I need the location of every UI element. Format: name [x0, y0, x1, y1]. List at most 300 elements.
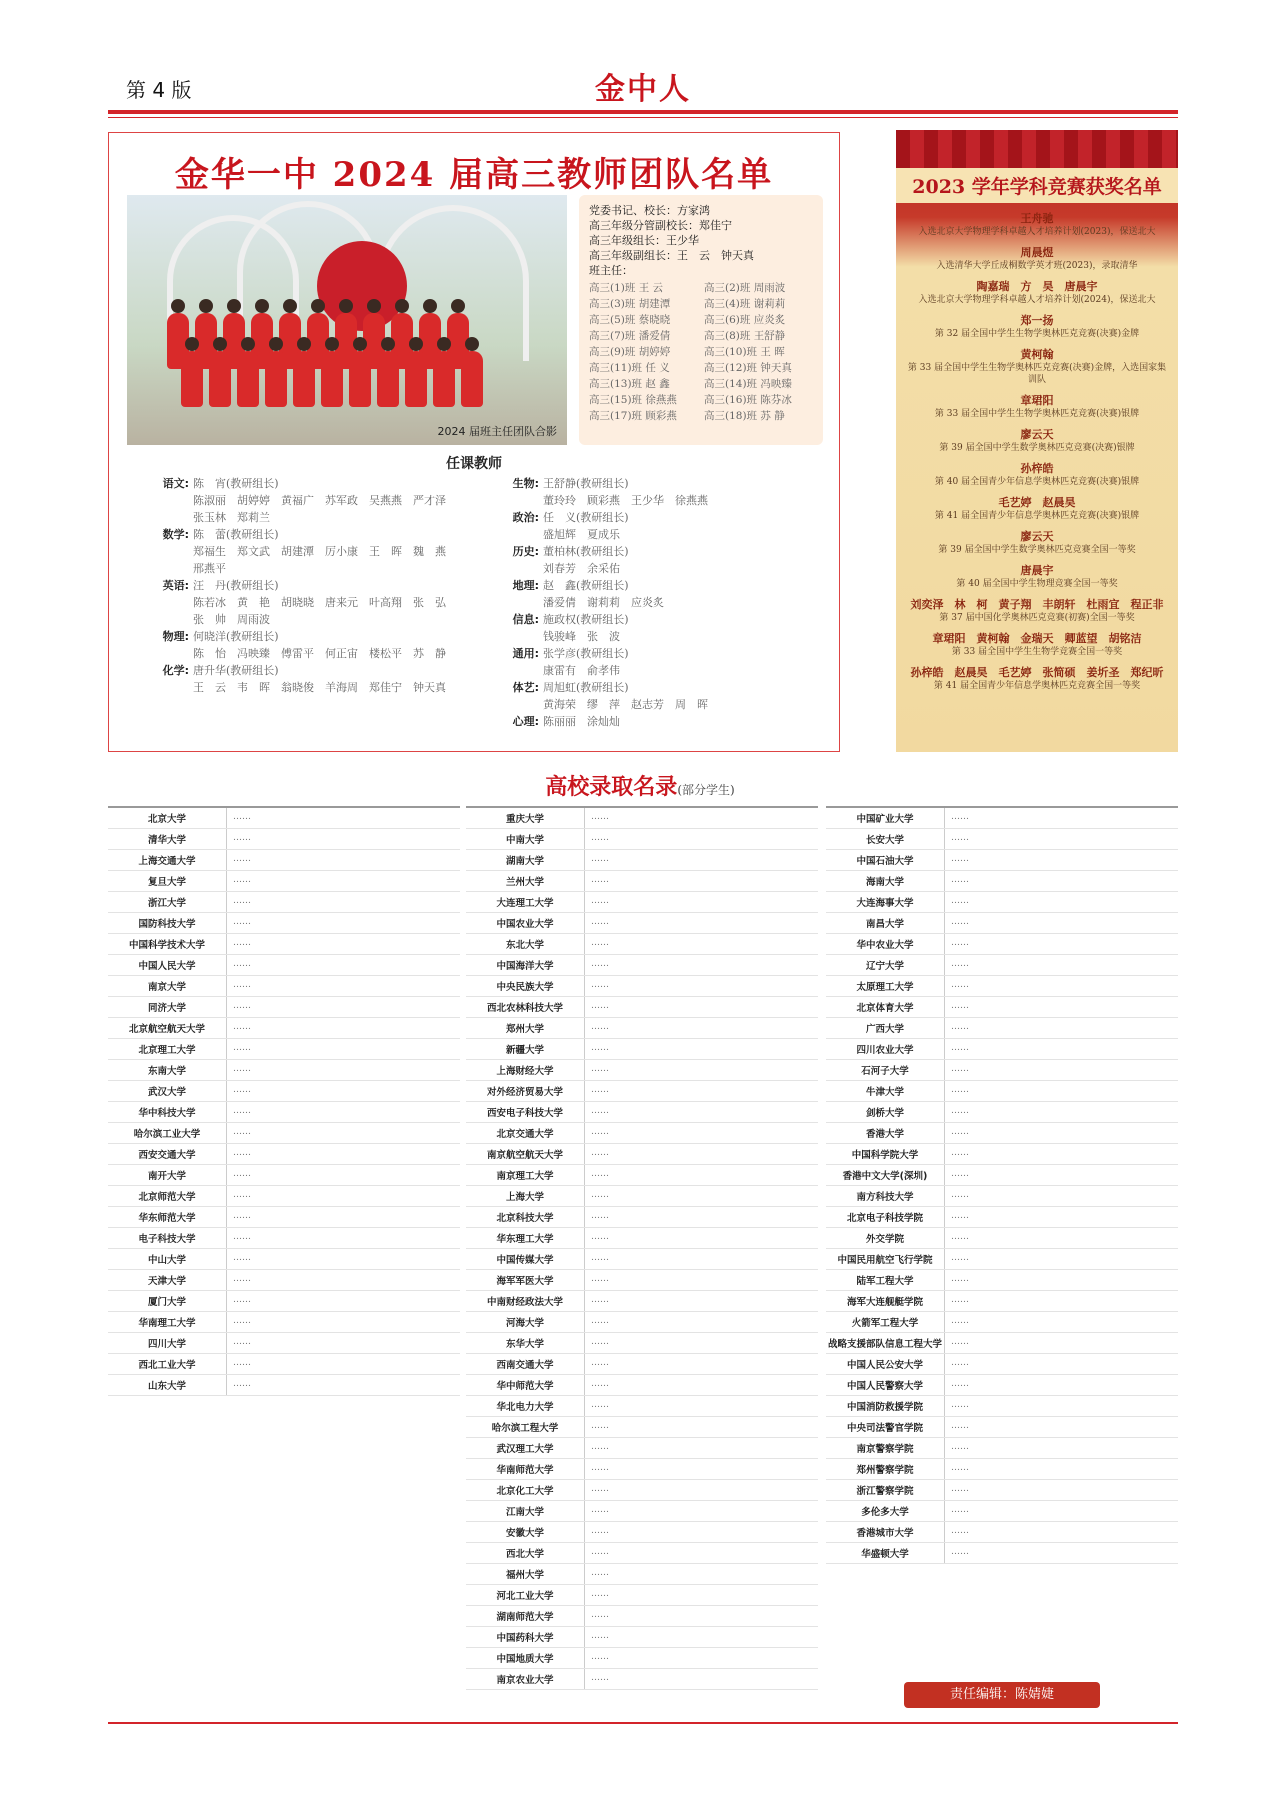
- admission-row: [826, 934, 1178, 955]
- university-name: 华南师范大学: [466, 1459, 585, 1479]
- student-names: ……: [591, 1442, 609, 1452]
- class-teacher: 高三(7)班 潘爱倩: [589, 330, 671, 342]
- university-name: 山东大学: [108, 1375, 227, 1395]
- admission-row: [826, 1102, 1178, 1123]
- award-winners: 唐晨宇: [1020, 564, 1054, 577]
- subject-label: 体艺:: [512, 681, 539, 694]
- university-name: 华中师范大学: [466, 1375, 585, 1395]
- admission-row: [466, 871, 818, 892]
- teacher-figure: [377, 351, 399, 407]
- award-winners: 周晨煜: [1020, 246, 1054, 259]
- class-teacher: 高三(10)班 王 晖: [704, 346, 785, 358]
- admission-row: [466, 1606, 818, 1627]
- award-winners: 王舟驰: [1020, 212, 1054, 225]
- subject-label: 生物:: [512, 477, 539, 490]
- student-names: ……: [591, 875, 609, 885]
- student-names: ……: [951, 1043, 969, 1053]
- course-teachers-heading: 任课教师: [446, 456, 502, 472]
- university-name: 中国海洋大学: [466, 955, 585, 975]
- admission-row: [826, 1501, 1178, 1522]
- award-entry: [904, 244, 1170, 272]
- admission-row: [108, 1165, 460, 1186]
- subject-teachers: [189, 577, 446, 628]
- admission-row: [826, 1060, 1178, 1081]
- student-names: ……: [951, 1022, 969, 1032]
- student-names: ……: [951, 812, 969, 822]
- admission-row: [108, 976, 460, 997]
- student-names: ……: [233, 1379, 251, 1389]
- university-name: 河海大学: [466, 1312, 585, 1332]
- award-description: 第 41 届全国青少年信息学奥林匹克竞赛全国一等奖: [933, 681, 1141, 691]
- admission-row: [108, 850, 460, 871]
- university-name: 东南大学: [108, 1060, 227, 1080]
- student-names: ……: [591, 1421, 609, 1431]
- admission-row: [826, 1291, 1178, 1312]
- university-name: 西北农林科技大学: [466, 997, 585, 1017]
- student-names: ……: [233, 959, 251, 969]
- admission-row: [826, 1165, 1178, 1186]
- university-name: 中国科学院大学: [826, 1144, 945, 1164]
- student-names: ……: [591, 1232, 609, 1242]
- admission-row: [466, 997, 818, 1018]
- class-teacher: 高三(14)班 冯映臻: [704, 378, 792, 390]
- student-names: ……: [951, 854, 969, 864]
- university-name: 中国石油大学: [826, 850, 945, 870]
- subject-row: [149, 662, 529, 696]
- student-names: ……: [951, 1064, 969, 1074]
- admission-row: [826, 1396, 1178, 1417]
- student-names: ……: [233, 854, 251, 864]
- university-name: 武汉理工大学: [466, 1438, 585, 1458]
- university-name: 中国人民警察大学: [826, 1375, 945, 1395]
- university-name: 华东理工大学: [466, 1228, 585, 1248]
- teacher-figure: [181, 351, 203, 407]
- student-names: ……: [951, 1547, 969, 1557]
- subject-row: [499, 679, 829, 713]
- class-teacher: 高三(6)班 应炎炙: [704, 314, 786, 326]
- university-name: 长安大学: [826, 829, 945, 849]
- teacher-names-line: 邢燕平: [193, 562, 226, 575]
- admission-row: [466, 934, 818, 955]
- admission-row: [466, 1669, 818, 1690]
- university-name: 火箭军工程大学: [826, 1312, 945, 1332]
- award-winners: 孙梓皓: [1020, 462, 1054, 475]
- award-description: 入选清华大学丘成桐数学英才班(2023)，录取清华: [936, 261, 1138, 271]
- student-names: ……: [951, 1505, 969, 1515]
- admissions-title: [0, 770, 1280, 801]
- student-names: ……: [591, 938, 609, 948]
- admission-row: [826, 1354, 1178, 1375]
- awards-title: 2023 学年学科竞赛获奖名单: [896, 168, 1178, 203]
- teacher-figure: [265, 351, 287, 407]
- award-description: 第 33 届全国中学生生物学奥林匹克竞赛(决赛)银牌: [934, 409, 1140, 419]
- admission-row: [466, 1585, 818, 1606]
- student-names: ……: [951, 1379, 969, 1389]
- student-names: ……: [591, 1169, 609, 1179]
- award-entry: [904, 278, 1170, 306]
- class-teacher: 高三(2)班 周雨波: [704, 282, 786, 294]
- subject-teachers: [539, 475, 708, 509]
- teacher-names-line: 刘春芳 余采佑: [543, 562, 620, 575]
- university-name: 南京大学: [108, 976, 227, 996]
- class-teacher: 高三(8)班 王舒静: [704, 330, 786, 342]
- admission-row: [466, 1060, 818, 1081]
- student-names: ……: [951, 1169, 969, 1179]
- admission-row: [466, 1501, 818, 1522]
- student-names: ……: [591, 1295, 609, 1305]
- class-teacher: 高三(16)班 陈芬冰: [704, 394, 792, 406]
- university-name: 安徽大学: [466, 1522, 585, 1542]
- university-name: 北京电子科技学院: [826, 1207, 945, 1227]
- student-names: ……: [951, 917, 969, 927]
- admission-row: [826, 1207, 1178, 1228]
- admission-row: [466, 1270, 818, 1291]
- admission-row: [466, 1459, 818, 1480]
- student-names: ……: [591, 1001, 609, 1011]
- masthead-logo: 金中人: [595, 72, 691, 107]
- teacher-names-line: 盛旭辉 夏成乐: [543, 528, 620, 541]
- admission-row: [826, 997, 1178, 1018]
- university-name: 河北工业大学: [466, 1585, 585, 1605]
- student-names: ……: [951, 1316, 969, 1326]
- student-names: ……: [591, 1610, 609, 1620]
- admissions-column: [466, 806, 818, 1708]
- responsible-editor: 责任编辑：陈婧婕: [904, 1682, 1100, 1708]
- award-winners: 陶嘉瑞 方 昊 唐晨宇: [976, 280, 1098, 293]
- award-entry: [904, 562, 1170, 590]
- university-name: 中国人民公安大学: [826, 1354, 945, 1374]
- student-names: ……: [233, 1253, 251, 1263]
- class-teacher: 高三(11)班 任 义: [589, 362, 670, 374]
- student-names: ……: [233, 812, 251, 822]
- admission-row: [826, 1375, 1178, 1396]
- student-names: ……: [233, 1043, 251, 1053]
- student-names: ……: [951, 1274, 969, 1284]
- admission-row: [466, 1396, 818, 1417]
- admission-row: [466, 1291, 818, 1312]
- university-name: 南昌大学: [826, 913, 945, 933]
- university-name: 华盛顿大学: [826, 1543, 945, 1563]
- admission-row: [466, 892, 818, 913]
- student-names: ……: [233, 1106, 251, 1116]
- student-names: ……: [591, 1253, 609, 1263]
- student-names: ……: [233, 875, 251, 885]
- competition-awards-panel: [896, 130, 1178, 752]
- admission-row: [466, 1648, 818, 1669]
- admission-row: [826, 850, 1178, 871]
- student-names: ……: [951, 1484, 969, 1494]
- admission-row: [108, 1228, 460, 1249]
- student-names: ……: [233, 1064, 251, 1074]
- leader-line: 党委书记、校长：方家鸿: [589, 204, 710, 217]
- admission-row: [466, 1438, 818, 1459]
- admission-row: [466, 1207, 818, 1228]
- student-names: ……: [591, 1190, 609, 1200]
- subject-row: [149, 628, 529, 662]
- admission-row: [826, 1333, 1178, 1354]
- header-rule-thin: [108, 117, 1178, 118]
- university-name: 上海财经大学: [466, 1060, 585, 1080]
- class-teacher: 高三(9)班 胡婷婷: [589, 346, 671, 358]
- subject-teachers: [189, 628, 446, 662]
- university-name: 兰州大学: [466, 871, 585, 891]
- admission-row: [826, 1270, 1178, 1291]
- subject-label: 地理:: [512, 579, 539, 592]
- edition-label: 第 4 版: [126, 78, 192, 102]
- student-names: ……: [591, 1043, 609, 1053]
- university-name: 北京大学: [108, 808, 227, 828]
- student-names: ……: [591, 917, 609, 927]
- award-entry: [904, 528, 1170, 556]
- award-entry: [904, 596, 1170, 624]
- subject-row: [499, 509, 829, 543]
- student-names: ……: [591, 1316, 609, 1326]
- teacher-names-line: 何晓洋(教研组长): [193, 630, 279, 643]
- university-name: 牛津大学: [826, 1081, 945, 1101]
- award-entry: [904, 460, 1170, 488]
- university-name: 海南大学: [826, 871, 945, 891]
- admission-row: [466, 1081, 818, 1102]
- award-description: 入选北京大学物理学科卓越人才培养计划(2024)，保送北大: [918, 295, 1156, 305]
- university-name: 南方科技大学: [826, 1186, 945, 1206]
- admission-row: [108, 1354, 460, 1375]
- admission-row: [466, 1543, 818, 1564]
- subject-teachers: [189, 662, 446, 696]
- award-winners: 郑一扬: [1020, 314, 1054, 327]
- university-name: 哈尔滨工业大学: [108, 1123, 227, 1143]
- university-name: 辽宁大学: [826, 955, 945, 975]
- university-name: 北京科技大学: [466, 1207, 585, 1227]
- class-teacher: 高三(13)班 赵 鑫: [589, 378, 670, 390]
- university-name: 上海交通大学: [108, 850, 227, 870]
- admission-row: [108, 1312, 460, 1333]
- award-entry: [904, 346, 1170, 386]
- student-names: ……: [591, 1526, 609, 1536]
- student-names: ……: [591, 833, 609, 843]
- student-names: ……: [233, 1148, 251, 1158]
- university-name: 北京交通大学: [466, 1123, 585, 1143]
- university-name: 同济大学: [108, 997, 227, 1017]
- university-name: 复旦大学: [108, 871, 227, 891]
- admission-row: [108, 1144, 460, 1165]
- student-names: ……: [591, 1463, 609, 1473]
- teacher-figure: [293, 351, 315, 407]
- student-names: ……: [233, 1169, 251, 1179]
- subject-teachers: [189, 526, 446, 577]
- class-teacher: 高三(5)班 蔡晓晓: [589, 314, 671, 326]
- header-rule: [108, 110, 1178, 114]
- award-description: 第 33 届全国中学生生物学竞赛全国一等奖: [951, 647, 1123, 657]
- student-names: ……: [591, 1085, 609, 1095]
- university-name: 华中科技大学: [108, 1102, 227, 1122]
- teacher-team-title: 金华一中 2024 届高三教师团队名单: [174, 155, 774, 195]
- admission-row: [108, 1249, 460, 1270]
- teacher-group: [167, 305, 487, 415]
- student-names: ……: [233, 1358, 251, 1368]
- admission-row: [466, 1312, 818, 1333]
- university-name: 战略支援部队信息工程大学: [826, 1333, 945, 1353]
- university-name: 郑州警察学院: [826, 1459, 945, 1479]
- university-name: 国防科技大学: [108, 913, 227, 933]
- admission-row: [826, 1417, 1178, 1438]
- teacher-names-line: 陈若冰 黄 艳 胡晓晓 唐来元 叶高翔 张 弘: [193, 596, 446, 609]
- awards-list: [904, 210, 1170, 698]
- admission-row: [826, 1039, 1178, 1060]
- subject-label: 物理:: [162, 630, 189, 643]
- student-names: ……: [951, 1085, 969, 1095]
- admission-row: [108, 808, 460, 829]
- student-names: ……: [591, 1505, 609, 1515]
- award-description: 第 39 届全国中学生数学奥林匹克竞赛全国一等奖: [938, 545, 1136, 555]
- leadership-box: [579, 195, 823, 445]
- university-name: 浙江警察学院: [826, 1480, 945, 1500]
- student-names: ……: [233, 1295, 251, 1305]
- student-names: ……: [951, 1337, 969, 1347]
- university-name: 新疆大学: [466, 1039, 585, 1059]
- teacher-figure: [237, 351, 259, 407]
- teacher-figure: [209, 351, 231, 407]
- subject-label: 信息:: [512, 613, 539, 626]
- student-names: ……: [951, 1253, 969, 1263]
- student-names: ……: [951, 1106, 969, 1116]
- teacher-names-line: 唐升华(教研组长): [193, 664, 279, 677]
- subject-label: 心理:: [512, 715, 539, 728]
- subject-row: [499, 611, 829, 645]
- subject-teachers: [539, 679, 708, 713]
- class-teacher: 高三(1)班 王 云: [589, 282, 664, 294]
- student-names: ……: [591, 1127, 609, 1137]
- university-name: 北京体育大学: [826, 997, 945, 1017]
- student-names: ……: [233, 938, 251, 948]
- university-name: 太原理工大学: [826, 976, 945, 996]
- teacher-figure: [461, 351, 483, 407]
- admission-row: [108, 1039, 460, 1060]
- subject-row: [499, 475, 829, 509]
- award-winners: 章珺阳 黄柯翰 金瑞天 卿蓝望 胡铭洁: [932, 632, 1142, 645]
- admission-row: [826, 1522, 1178, 1543]
- admissions-column: [108, 806, 460, 1708]
- student-names: ……: [951, 1148, 969, 1158]
- class-teacher-list: [589, 281, 813, 424]
- admission-row: [466, 1375, 818, 1396]
- award-entry: [904, 630, 1170, 658]
- admission-row: [466, 1522, 818, 1543]
- student-names: ……: [591, 1568, 609, 1578]
- student-names: ……: [233, 1001, 251, 1011]
- university-name: 海军大连舰艇学院: [826, 1291, 945, 1311]
- university-name: 中山大学: [108, 1249, 227, 1269]
- subject-teachers: [539, 543, 629, 577]
- teacher-names-line: 陈丽丽 涂灿灿: [543, 715, 620, 728]
- admission-row: [108, 829, 460, 850]
- university-name: 湖南大学: [466, 850, 585, 870]
- admission-row: [108, 1081, 460, 1102]
- award-entry: [904, 210, 1170, 238]
- award-description: 第 33 届全国中学生生物学奥林匹克竞赛(决赛)金牌，入选国家集训队: [907, 363, 1167, 385]
- award-description: 第 40 届全国中学生物理竞赛全国一等奖: [956, 579, 1118, 589]
- subject-label: 历史:: [512, 545, 539, 558]
- admission-row: [826, 1228, 1178, 1249]
- student-names: ……: [951, 1001, 969, 1011]
- student-names: ……: [591, 1358, 609, 1368]
- student-names: ……: [951, 980, 969, 990]
- university-name: 中国消防救援学院: [826, 1396, 945, 1416]
- teacher-names-line: 陈 怡 冯映臻 傅雷平 何正宙 楼松平 苏 静: [193, 647, 446, 660]
- footer-rule: [108, 1722, 1178, 1724]
- student-names: ……: [591, 854, 609, 864]
- university-name: 石河子大学: [826, 1060, 945, 1080]
- teacher-names-line: 周旭虹(教研组长): [543, 681, 629, 694]
- student-names: ……: [951, 1211, 969, 1221]
- teacher-names-line: 钱骏峰 张 波: [543, 630, 620, 643]
- class-teacher: 高三(12)班 钟天真: [704, 362, 792, 374]
- student-names: ……: [591, 959, 609, 969]
- student-names: ……: [233, 896, 251, 906]
- award-description: 第 40 届全国青少年信息学奥林匹克竞赛(决赛)银牌: [934, 477, 1140, 487]
- admission-row: [466, 1186, 818, 1207]
- award-description: 第 39 届全国中学生数学奥林匹克竞赛(决赛)银牌: [939, 443, 1135, 453]
- subject-row: [499, 543, 829, 577]
- university-name: 中国地质大学: [466, 1648, 585, 1668]
- university-name: 北京化工大学: [466, 1480, 585, 1500]
- admission-row: [466, 976, 818, 997]
- student-names: ……: [951, 1232, 969, 1242]
- university-name: 海军军医大学: [466, 1270, 585, 1290]
- university-name: 中国科学技术大学: [108, 934, 227, 954]
- subject-list-right: [499, 475, 829, 730]
- admission-row: [826, 1018, 1178, 1039]
- university-name: 香港大学: [826, 1123, 945, 1143]
- admission-row: [466, 1018, 818, 1039]
- university-name: 中央司法警官学院: [826, 1417, 945, 1437]
- admission-row: [826, 1480, 1178, 1501]
- award-winners: 刘奕泽 林 柯 黄子翔 丰朗轩 杜雨宜 程正非: [910, 598, 1164, 611]
- admission-row: [108, 1291, 460, 1312]
- student-names: ……: [951, 896, 969, 906]
- admission-row: [108, 955, 460, 976]
- university-name: 四川大学: [108, 1333, 227, 1353]
- award-winners: 廖云天: [1020, 530, 1054, 543]
- university-name: 南京理工大学: [466, 1165, 585, 1185]
- university-name: 北京师范大学: [108, 1186, 227, 1206]
- student-names: ……: [591, 1379, 609, 1389]
- student-names: ……: [233, 1211, 251, 1221]
- subject-label: 语文:: [162, 477, 189, 490]
- student-names: ……: [951, 833, 969, 843]
- university-name: 华南理工大学: [108, 1312, 227, 1332]
- subject-label: 化学:: [162, 664, 189, 677]
- teacher-names-line: 张 帅 周雨波: [193, 613, 270, 626]
- award-entry: [904, 494, 1170, 522]
- university-name: 大连理工大学: [466, 892, 585, 912]
- admission-row: [108, 1123, 460, 1144]
- student-names: ……: [233, 1316, 251, 1326]
- student-names: ……: [591, 1106, 609, 1116]
- award-winners: 廖云天: [1020, 428, 1054, 441]
- award-description: 入选北京大学物理学科卓越人才培养计划(2023)，保送北大: [918, 227, 1156, 237]
- university-name: 大连海事大学: [826, 892, 945, 912]
- class-teacher: 高三(4)班 谢莉莉: [704, 298, 786, 310]
- admission-row: [826, 1249, 1178, 1270]
- teacher-team-panel: [108, 132, 840, 752]
- student-names: ……: [591, 1547, 609, 1557]
- award-winners: 章珺阳: [1020, 394, 1054, 407]
- university-name: 北京航空航天大学: [108, 1018, 227, 1038]
- admission-row: [466, 808, 818, 829]
- subject-list-left: [149, 475, 529, 696]
- admission-row: [826, 1312, 1178, 1333]
- student-names: ……: [591, 1022, 609, 1032]
